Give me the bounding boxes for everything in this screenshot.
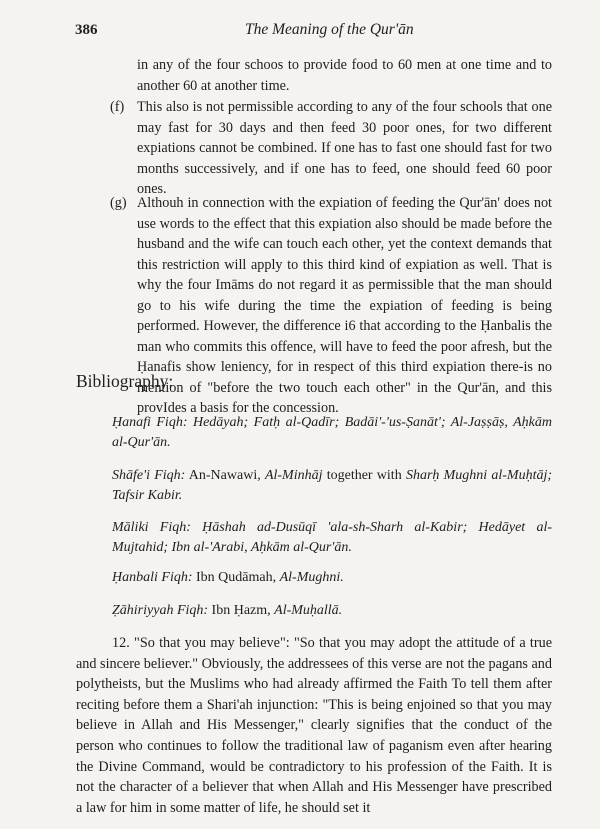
bib-entry-zahiriyyah xyxy=(112,601,552,621)
bib-refs: Ḥāshah ad-Dusūqī 'ala-sh-Sharh al-Kabir; Hedāyet al-Mujtahid; Ibn al-'Arabi, Aḥkām al-Qur'ān. xyxy=(112,520,552,555)
page-number: 386 xyxy=(75,22,98,38)
bib-title: Al-Minhāj xyxy=(264,468,323,483)
bib-school: Ḥanafi Fiqh: xyxy=(112,415,188,430)
bib-entry-hanafi xyxy=(112,413,552,452)
bib-title: Al-Mughni. xyxy=(279,570,344,585)
bib-school: Ḥanbali Fiqh: xyxy=(112,570,193,585)
item-g-text: Althouh in connection with the expiation of feeding the Qur'ān' does not use words to the effect that this expiation also should be made before the husband and the wife can touch each other, yet the context demands that this restriction will apply to this third kind of expiation as well. That is why the four Imāms do not regard it as permissible that the man should go to his wife during the time the expiation of feeding is being performed. However, the difference i6 that according to the Ḥanbalis the man who commits this offence, will have to feed the poor afresh, but the Ḥanafis show leniency, for in respect of this third expiation there-is no mention of "before the two touch each other" in the Qur'ān, and this provIdes a basis for the concession. xyxy=(137,195,552,416)
item-f-label: (f) xyxy=(110,99,125,115)
bib-author: An-Nawawi, xyxy=(188,468,261,483)
item-g-label: (g) xyxy=(110,195,127,211)
bib-school: Ẓāhiriyyah Fiqh: xyxy=(112,603,209,618)
bib-school: Māliki Fiqh: xyxy=(112,520,191,535)
bib-entry-hanbali xyxy=(112,568,552,588)
bib-connector: together with xyxy=(326,468,402,483)
bib-school: Shāfe'i Fiqh: xyxy=(112,468,186,483)
item-f-text: This also is not permissible according to any of the four schools that one may fast for 30 days and then feed 30 poor ones, for two different expiations cannot be combined. If one has to fast one should fast for two months successively, and if one has to feed, one should feed 60 poor ones. xyxy=(137,99,552,197)
bib-title: Al-Muḥallā. xyxy=(274,603,343,618)
running-title: The Meaning of the Qur'ān xyxy=(245,21,414,38)
note-12-paragraph: 12. "So that you may believe": "So that you may adopt the attitude of a true and sincere believer." Obviously, the addressees of this verse are not the pagans and polytheists, but the Muslims who had already affirmed the Faith To tell them after reciting before them a Shari'ah injunction: "This is being enjoined so that you may believe in Allah and His Messenger," clearly signifies that the conduct of the person who continues to follow the traditional law of paganism even after hearing the Divine Command, would be contradictory to his profession of the Faith. It is not the character of a believer that when Allah and His Messenger have prescribed a law for him in some matter of life, he should set it xyxy=(76,635,552,816)
bib-author: Ibn Ḥazm, xyxy=(211,603,271,618)
bib-author: Ibn Qudāmah, xyxy=(196,570,277,585)
bib-entry-maliki xyxy=(112,518,552,557)
bib-entry-shafei xyxy=(112,466,552,505)
continuation-text: in any of the four schoos to provide food to 60 men at one time and to another 60 at another time. xyxy=(137,57,552,94)
bib-refs: Hedāyah; Fatḥ al-Qadīr; Badāi'-'us-Ṣanāt'; Al-Jaṣṣāṣ, Aḥkām al-Qur'ān. xyxy=(112,415,553,450)
bibliography-heading: Bibliography: xyxy=(76,371,174,391)
bib-title: Sharḥ Mughni al-Muḥtāj; Tafsir Kabir. xyxy=(112,468,553,503)
